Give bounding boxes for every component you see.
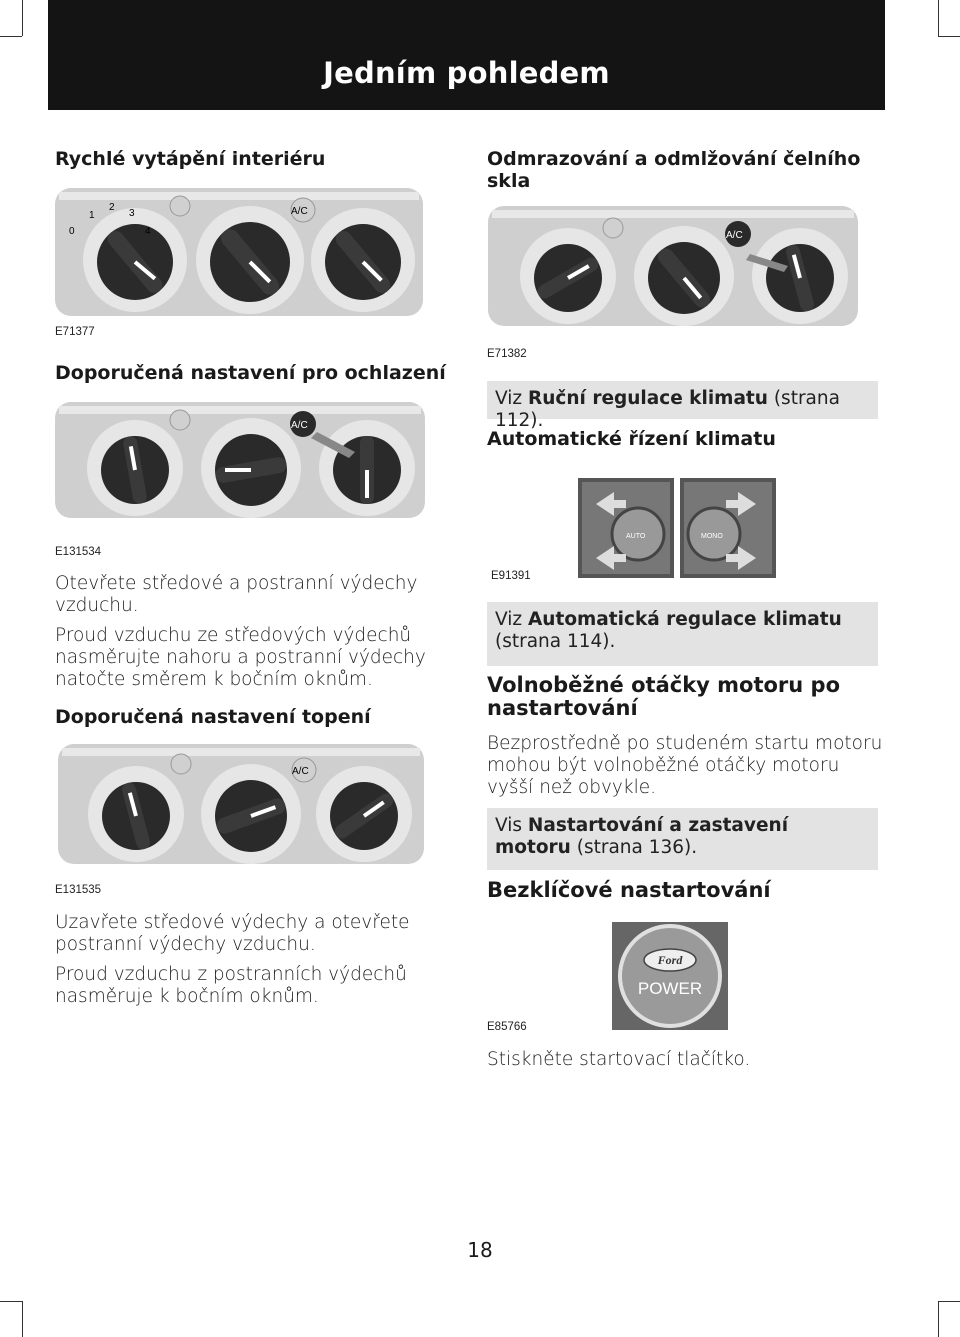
figure-code: E131535	[55, 884, 102, 896]
temperature-knob	[196, 206, 304, 314]
paragraph: Stiskněte startovací tlačítko.	[487, 1049, 751, 1070]
fan-number: 1	[89, 210, 95, 221]
ref-link[interactable]: Nastartování a zastavení motoru	[495, 815, 789, 858]
crop-mark	[938, 0, 939, 36]
power-button	[620, 926, 720, 1026]
climate-panel-figure-cooling	[55, 402, 427, 520]
power-label: POWER	[637, 979, 703, 998]
figure-code: E91391	[491, 570, 531, 582]
page-title: Jedním pohledem	[323, 56, 610, 90]
reference-box	[487, 602, 878, 666]
crop-mark	[0, 1301, 22, 1302]
section-title-defrost: Odmrazování a odmlžování čelního skla	[487, 148, 861, 192]
climate-panel-figure-quick-heating	[55, 188, 425, 318]
section-title-auto-climate: Automatické řízení klimatu	[487, 428, 776, 450]
climate-panel-figure-defrost	[488, 206, 860, 328]
section-title-heating: Doporučená nastavení topení	[55, 706, 371, 728]
ref-prefix: Vis	[495, 815, 528, 836]
paragraph: Bezprostředně po studeném startu motoru mohou být volnoběžné otáčky motoru vyšší než obvykle.	[487, 733, 883, 798]
figure-code: E131534	[55, 546, 102, 558]
air-distribution-knob	[311, 208, 415, 312]
ref-link[interactable]: Automatická regulace klimatu	[527, 609, 842, 630]
paragraph: Uzavřete středové výdechy a otevřete postranní výdechy vzduchu.	[55, 912, 410, 955]
ref-page: (strana 136).	[570, 837, 698, 858]
auto-climate-panel-figure	[578, 478, 778, 580]
auto-label: AUTO	[626, 533, 646, 540]
ref-page: (strana 114).	[495, 631, 616, 652]
paragraph: Proud vzduchu z postranních výdechů nasměruje k bočním oknům.	[55, 964, 407, 1007]
section-title-idle-speed: Volnoběžné otáčky motoru po nastartování	[487, 673, 841, 720]
reference-box	[487, 808, 878, 870]
fan-number: 3	[129, 208, 135, 219]
crop-mark	[938, 36, 960, 37]
crop-mark	[938, 1301, 939, 1337]
fan-speed-knob	[83, 208, 187, 312]
page-number: 18	[467, 1238, 493, 1262]
ac-label: A/C	[726, 230, 743, 241]
fan-number: 4	[145, 226, 151, 237]
figure-code: E71382	[487, 348, 527, 360]
ac-label: A/C	[291, 420, 308, 431]
paragraph: Otevřete středové a postranní výdechy vzduchu.	[55, 573, 418, 616]
section-title-keyless-start: Bezklíčové nastartování	[487, 878, 771, 902]
figure-code: E85766	[487, 1021, 527, 1033]
crop-mark	[938, 1301, 960, 1302]
mono-label: MONO	[701, 533, 723, 540]
ac-label: A/C	[291, 206, 308, 217]
section-title-quick-heating: Rychlé vytápění interiéru	[55, 148, 326, 170]
power-button-figure	[612, 922, 730, 1032]
crop-mark	[22, 0, 23, 36]
page-header	[48, 0, 885, 110]
crop-mark	[22, 1301, 23, 1337]
fan-number: 2	[109, 202, 115, 213]
reference-box	[487, 381, 878, 431]
fan-number: 0	[69, 226, 75, 237]
ref-prefix: Viz	[495, 388, 528, 409]
section-title-cooling: Doporučená nastavení pro ochlazení	[55, 362, 446, 384]
ref-prefix: Viz	[495, 609, 528, 630]
ac-label: A/C	[292, 766, 309, 777]
climate-panel-figure-heating	[58, 744, 426, 866]
crop-mark	[0, 36, 22, 37]
ref-link[interactable]: Ruční regulace klimatu	[527, 388, 768, 409]
brand-label: Ford	[657, 953, 683, 967]
paragraph: Proud vzduchu ze středových výdechů nasměrujte nahoru a postranní výdechy natočte směrem k bočním oknům.	[55, 625, 426, 690]
ref-page: (strana 112).	[495, 388, 840, 431]
figure-code: E71377	[55, 326, 95, 338]
